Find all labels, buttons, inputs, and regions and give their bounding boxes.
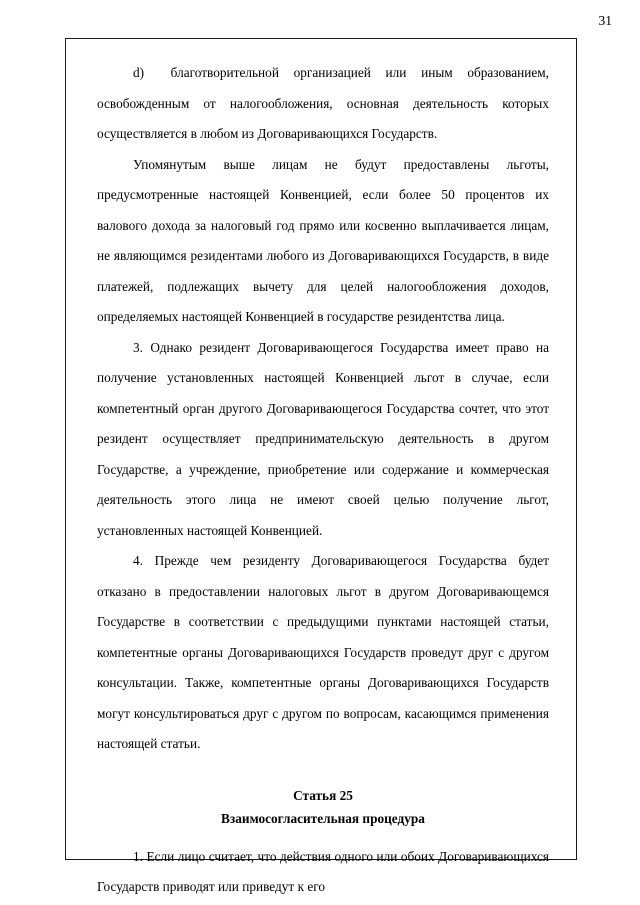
page-number: 31 <box>598 13 612 28</box>
article-number: Статья 25 <box>293 787 353 803</box>
page-content <box>97 58 549 903</box>
article-title: Взаимосогласительная процедура <box>221 810 425 826</box>
paragraph-item-3: 3. Однако резидент Договаривающегося Государства имеет право на получение установленных настоящей Конвенцией льгот в случае, если компетентный орган другого Договаривающегося Государства сочтет, что этот резидент осуществляет предпринимательскую деятельность в другом Государстве, а учреждение, приобретение или содержание и коммерческая деятельность этого лица не имеют своей целью получение льгот, установленных настоящей Конвенцией. <box>97 339 549 538</box>
paragraph-d-clause: d) благотворительной организацией или иным образованием, освобожденным от налогообложения, основная деятельность которых осуществляется в любом из Договаривающихся Государств. <box>97 65 549 141</box>
paragraph-item-4: 4. Прежде чем резиденту Договаривающегося Государства будет отказано в предоставлении налоговых льгот в другом Договаривающемся Государстве в соответствии с предыдущими пунктами настоящей статьи, компетентные органы Договаривающихся Государств проведут друг с другом консультации. Также, компетентные органы Договаривающихся Государств могут консультироваться друг с другом по вопросам, касающимся применения настоящей статьи. <box>97 553 549 751</box>
paragraph-item-1-continued: 1. Если лицо считает, что действия одного или обоих Договаривающихся Государств приводят или приведут к его <box>97 848 549 894</box>
article-heading <box>97 784 549 830</box>
paragraph-benefits-limitation: Упомянутым выше лицам не будут предоставлены льготы, предусмотренные настоящей Конвенцией, если более 50 процентов их валового дохода за налоговый год прямо или косвенно выплачивается лицам, не являющимся резидентами любого из Договаривающихся Государств, в виде платежей, подлежащих вычету для целей налогообложения доходов, определяемых настоящей Конвенцией в государстве резидентства лица. <box>97 156 549 324</box>
